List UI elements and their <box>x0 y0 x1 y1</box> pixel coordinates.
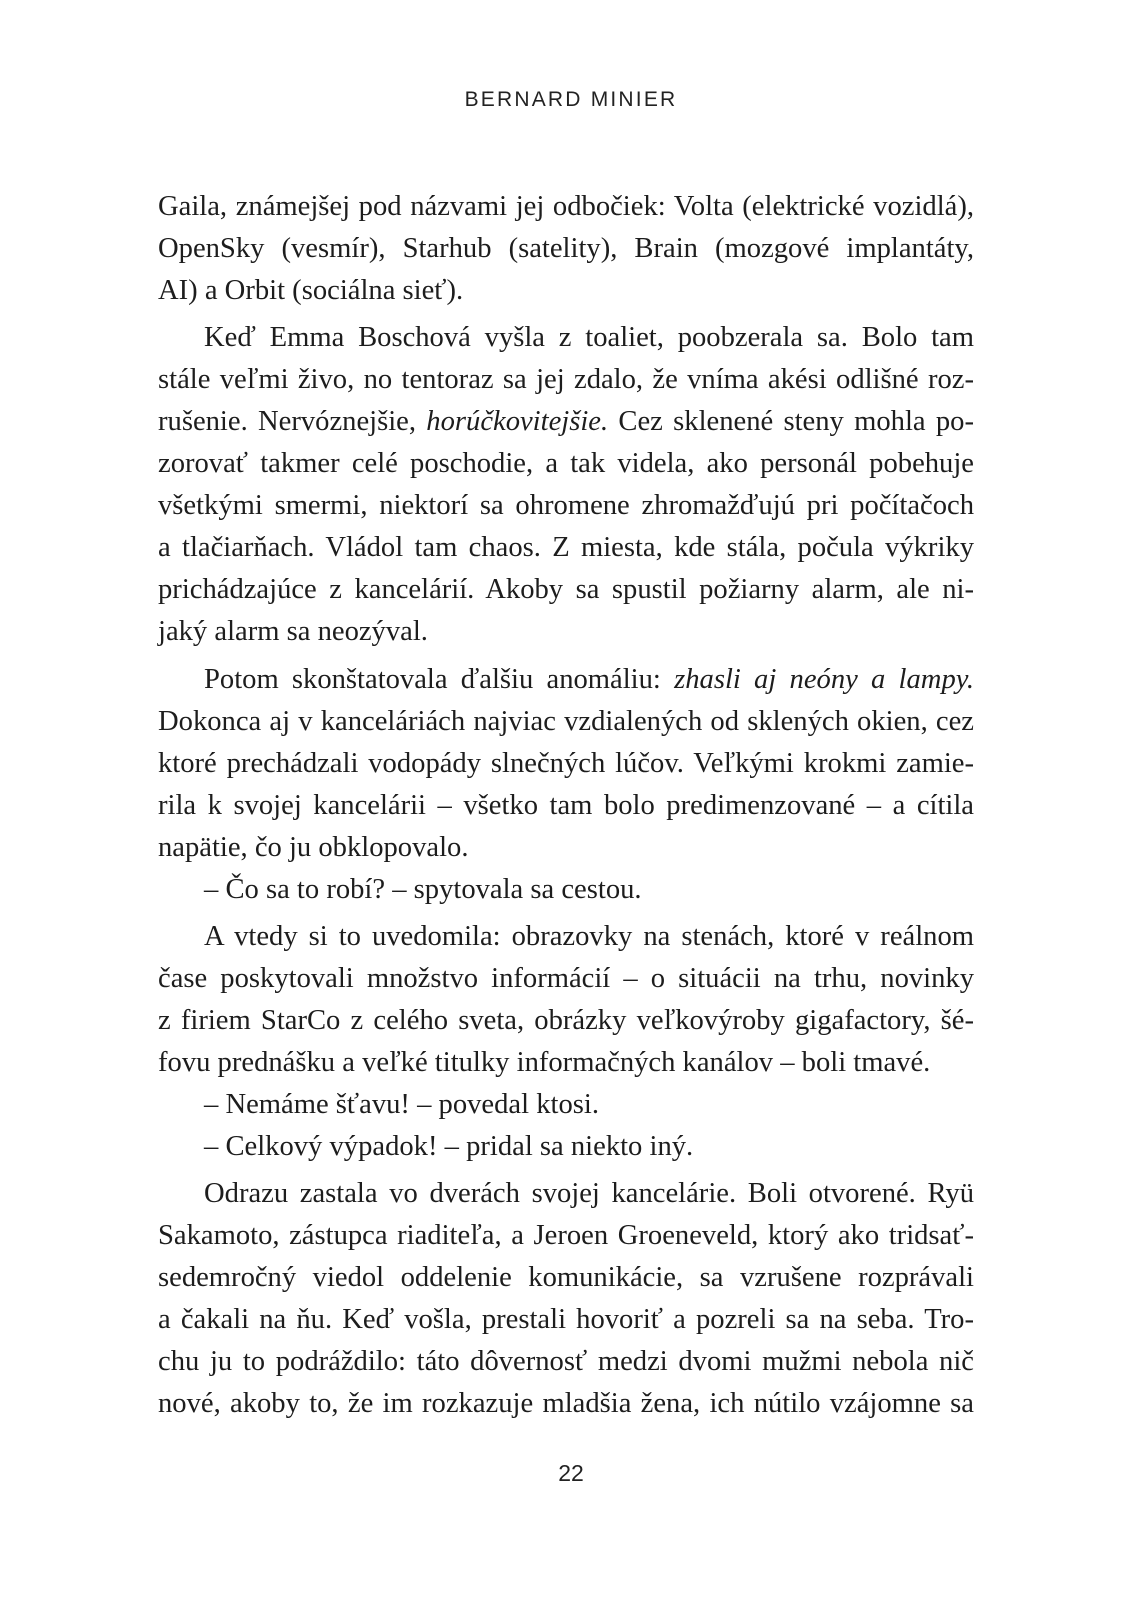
text-run: Cez sklenené steny mohla po- <box>608 406 974 438</box>
text-line: a tlačiarňach. Vládol tam chaos. Z miesta, kde stála, počula výkriky <box>158 532 974 564</box>
text-line: AI) a Orbit (sociálna sieť). <box>158 275 464 307</box>
text-line-mixed <box>158 659 974 701</box>
dialogue-line: – Celkový výpadok! – pridal sa niekto iný. <box>204 1131 694 1163</box>
running-head: BERNARD MINIER <box>464 88 678 111</box>
text-line: čase poskytovali množstvo informácií – o situácii na trhu, novinky <box>158 962 974 994</box>
body-text <box>158 186 974 1425</box>
text-run: Potom skonštatovala ďalšiu anomáliu: <box>204 663 675 695</box>
text-line: nové, akoby to, že im rozkazuje mladšia žena, ich nútilo vzájomne sa <box>158 1388 974 1420</box>
text-line-mixed <box>158 401 974 443</box>
text-line: a čakali na ňu. Keď vošla, prestali hovoriť a pozreli sa na seba. Tro- <box>158 1304 974 1336</box>
text-line: chu ju to podráždilo: táto dôvernosť medzi dvomi mužmi nebola nič <box>158 1346 974 1378</box>
text-line: ktoré prechádzali vodopády slnečných lúčov. Veľkými krokmi zamie- <box>158 747 974 779</box>
text-line: Keď Emma Boschová vyšla z toaliet, poobzerala sa. Bolo tam <box>204 322 974 354</box>
text-line: Sakamoto, zástupca riaditeľa, a Jeroen Groeneveld, ktorý ako tridsať- <box>158 1220 974 1252</box>
italic-run: zhasli aj neóny a lampy. <box>674 663 975 695</box>
text-line: fovu prednášku a veľké titulky informačných kanálov – boli tmavé. <box>158 1046 931 1078</box>
text-line: zorovať takmer celé poschodie, a tak videla, ako personál pobehuje <box>158 448 974 480</box>
text-line: sedemročný viedol oddelenie komunikácie, sa vzrušene rozprávali <box>158 1262 974 1294</box>
text-line: prichádzajúce z kancelárií. Akoby sa spustil požiarny alarm, ale ni- <box>158 574 974 606</box>
text-line: Odrazu zastala vo dverách svojej kancelárie. Boli otvorené. Ryü <box>204 1178 974 1210</box>
text-line: Gaila, známejšej pod názvami jej odbočiek: Volta (elektrické vozidlá), <box>158 191 974 222</box>
text-line: Dokonca aj v kanceláriách najviac vzdialených od sklených okien, cez <box>158 705 974 737</box>
text-line: A vtedy si to uvedomila: obrazovky na stenách, ktoré v reálnom <box>204 920 974 952</box>
text-line: OpenSky (vesmír), Starhub (satelity), Brain (mozgové implantáty, <box>158 233 974 265</box>
text-line: z firiem StarCo z celého sveta, obrázky veľkovýroby gigafactory, šé- <box>158 1004 974 1036</box>
dialogue-line: – Čo sa to robí? – spytovala sa cestou. <box>204 873 642 905</box>
text-line: napätie, čo ju obklopovalo. <box>158 831 469 863</box>
page-number: 22 <box>558 1460 584 1486</box>
text-line: stále veľmi živo, no tentoraz sa jej zdalo, že vníma akési odlišné roz- <box>158 364 974 396</box>
text-line: rila k svojej kancelárii – všetko tam bolo predimenzované – a cítila <box>158 789 974 821</box>
text-line: jaký alarm sa neozýval. <box>158 616 428 648</box>
dialogue-line: – Nemáme šťavu! – povedal ktosi. <box>204 1088 599 1120</box>
text-line: všetkými smermi, niektorí sa ohromene zhromažďujú pri počítačoch <box>158 490 974 522</box>
text-run: rušenie. Nervóznejšie, <box>158 406 427 438</box>
italic-run: horúčkovitejšie. <box>426 406 609 438</box>
